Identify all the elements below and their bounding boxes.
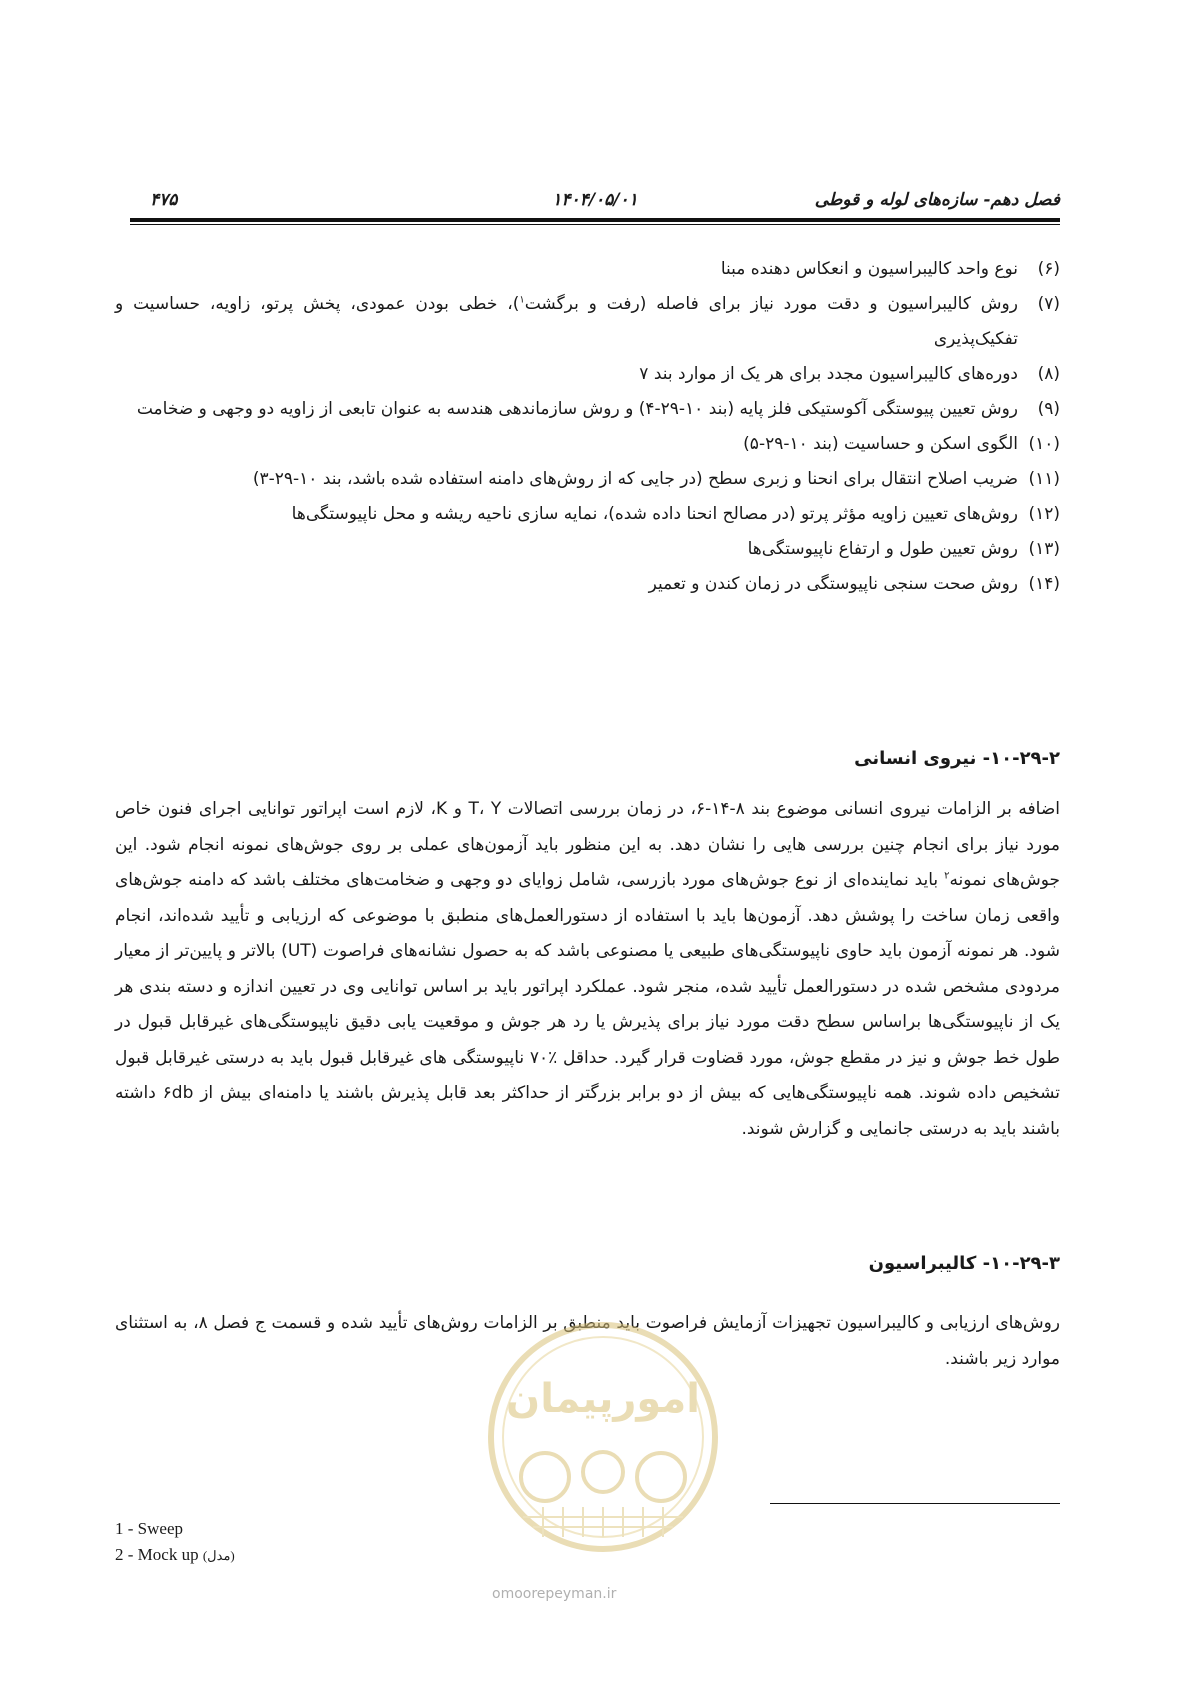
list-text: روش تعیین طول و ارتفاع ناپیوستگی‌ها xyxy=(747,539,1018,559)
list-number: (۱۲) xyxy=(1028,504,1060,524)
paragraph-text: باید نماینده‌ای از نوع جوش‌های مورد بازرسی، شامل زوایای دو وجهی و ضخامت‌های مختلف باشد که دامنه جوش‌های واقعی زمان ساخت را پوشش دهد. آزمون‌ها باید با استفاده از دستورالعمل‌های منطبق با موضوعی که ارزیابی و تأیید شده‌اند، انجام شود. هر نمونه آزمون باید حاوی ناپیوستگی‌های طبیعی یا مصنوعی باشد که به حصول نشانه‌های فراصوت (UT) بالاتر و پایین‌تر از معیار مردودی مشخص شده در دستورالعمل تأیید شده، منجر شود. عملکرد اپراتور باید بر اساس توانایی وی در تعیین اندازه و دسته بندی هر یک از ناپیوستگی‌ها براساس سطح دقت مورد نیاز برای پذیرش یا رد هر جوش و موقعیت یابی دقیق ناپیوستگی‌های غیرقابل قبول در طول خط جوش و نیز در مقطع جوش، مورد قضاوت قرار گیرد. حداقل ٪۷۰ ناپیوستگی های غیرقابل قبول باید به درستی غیرقابل قبول تشخیص داده شوند. همه ناپیوستگی‌هایی که بیش از دو برابر بزرگتر از حداکثر بعد قابل پذیرش باشند یا دامنه‌ای بیش از ۶db داشته باشند باید به درستی جانمایی و گزارش شوند. xyxy=(115,870,1061,1139)
footnote-item xyxy=(115,1542,515,1569)
list-text: )، خطی بودن عمودی، پخش پرتو، زاویه، حساسیت و تفکیک‌پذیری xyxy=(115,294,1018,349)
header-rule-thick xyxy=(130,218,1060,222)
list-text: ضریب اصلاح انتقال برای انحنا و زبری سطح (در جایی که از روش‌های دامنه استفاده شده باشد، بند ۱۰-۲۹-۳) xyxy=(252,469,1018,489)
footnote-ref: ۲ xyxy=(944,870,950,882)
list-item xyxy=(115,567,1060,602)
watermark-site: omoorepeyman.ir xyxy=(492,1586,617,1602)
page-header xyxy=(130,190,1060,214)
watermark-logo-text: امورپیمان xyxy=(506,1376,700,1422)
section-heading-manpower: ۱۰-۲۹-۲- نیروی انسانی xyxy=(854,748,1060,769)
list-number: (۱۰) xyxy=(1028,434,1060,454)
list-item xyxy=(115,427,1060,462)
list-text: نوع واحد کالیبراسیون و انعکاس دهنده مبنا xyxy=(720,259,1018,279)
footnote-item xyxy=(115,1516,515,1542)
list-number: (۸) xyxy=(1037,364,1060,384)
list-text: روش کالیبراسیون و دقت مورد نیاز برای فاصله (رفت و برگشت xyxy=(524,294,1018,314)
footnote-label: 2 - Mock up xyxy=(115,1545,199,1564)
list-item xyxy=(115,462,1060,497)
paragraph-text: اضافه بر الزامات نیروی انسانی موضوع بند ۸-۱۴-۶، در زمان بررسی اتصالات T، Y و K، لازم است اپراتور توانایی اجرای فنون خاص مورد نیاز برای انجام چنین بررسی هایی را نشان دهد. به این منظور باید آزمون‌های عملی بر روی جوش‌های نمونه انجام شود. این جوش‌های نمونه xyxy=(115,799,1061,890)
chapter-title: فصل دهم- سازه‌های لوله و قوطی xyxy=(814,190,1060,210)
footnote-note: (مدل) xyxy=(202,1548,235,1563)
list-item xyxy=(115,532,1060,567)
list-number: (۱۳) xyxy=(1028,539,1060,559)
list-item xyxy=(115,357,1060,392)
requirements-list xyxy=(115,252,1060,602)
list-number: (۹) xyxy=(1037,399,1060,419)
footnote-rule xyxy=(770,1503,1060,1504)
list-number: (۶) xyxy=(1037,259,1060,279)
section-paragraph-calibration: روش‌های ارزیابی و کالیبراسیون تجهیزات آزمایش فراصوت باید منطبق بر الزامات روش‌های تأیید شده و قسمت ج فصل ۸، به استثنای موارد زیر باشند. xyxy=(115,1313,1060,1369)
watermark-logo-icon xyxy=(483,1312,723,1602)
list-text: روش‌های تعیین زاویه مؤثر پرتو (در مصالح انحنا داده شده)، نمایه سازی ناحیه ریشه و محل ناپیوستگی‌ها xyxy=(291,504,1018,524)
list-item xyxy=(115,252,1060,287)
list-number: (۷) xyxy=(1037,294,1060,314)
list-text: روش تعیین پیوستگی آکوستیکی فلز پایه (بند ۱۰-۲۹-۴) و روش سازماندهی هندسه به عنوان تابعی از زاویه دو وجهی و ضخامت xyxy=(136,399,1018,419)
list-text: الگوی اسکن و حساسیت (بند ۱۰-۲۹-۵) xyxy=(743,434,1018,454)
list-item xyxy=(115,392,1060,427)
section-heading-calibration: ۱۰-۲۹-۳- کالیبراسیون xyxy=(868,1253,1060,1274)
header-date: ۱۴۰۴/۰۵/۰۱ xyxy=(552,190,638,210)
list-text: دوره‌های کالیبراسیون مجدد برای هر یک از موارد بند ۷ xyxy=(639,364,1018,384)
footnotes xyxy=(115,1516,515,1569)
list-number: (۱۴) xyxy=(1028,574,1060,594)
section-paragraph-manpower xyxy=(115,792,1060,1147)
header-rule-thin xyxy=(130,224,1060,225)
list-item xyxy=(115,287,1060,357)
list-text: روش صحت سنجی ناپیوستگی در زمان کندن و تعمیر xyxy=(648,574,1018,594)
footnote-label: 1 - Sweep xyxy=(115,1519,183,1538)
footnote-ref: ۱ xyxy=(519,294,525,306)
page-number: ۴۷۵ xyxy=(150,190,178,210)
list-number: (۱۱) xyxy=(1028,469,1060,489)
list-item xyxy=(115,497,1060,532)
